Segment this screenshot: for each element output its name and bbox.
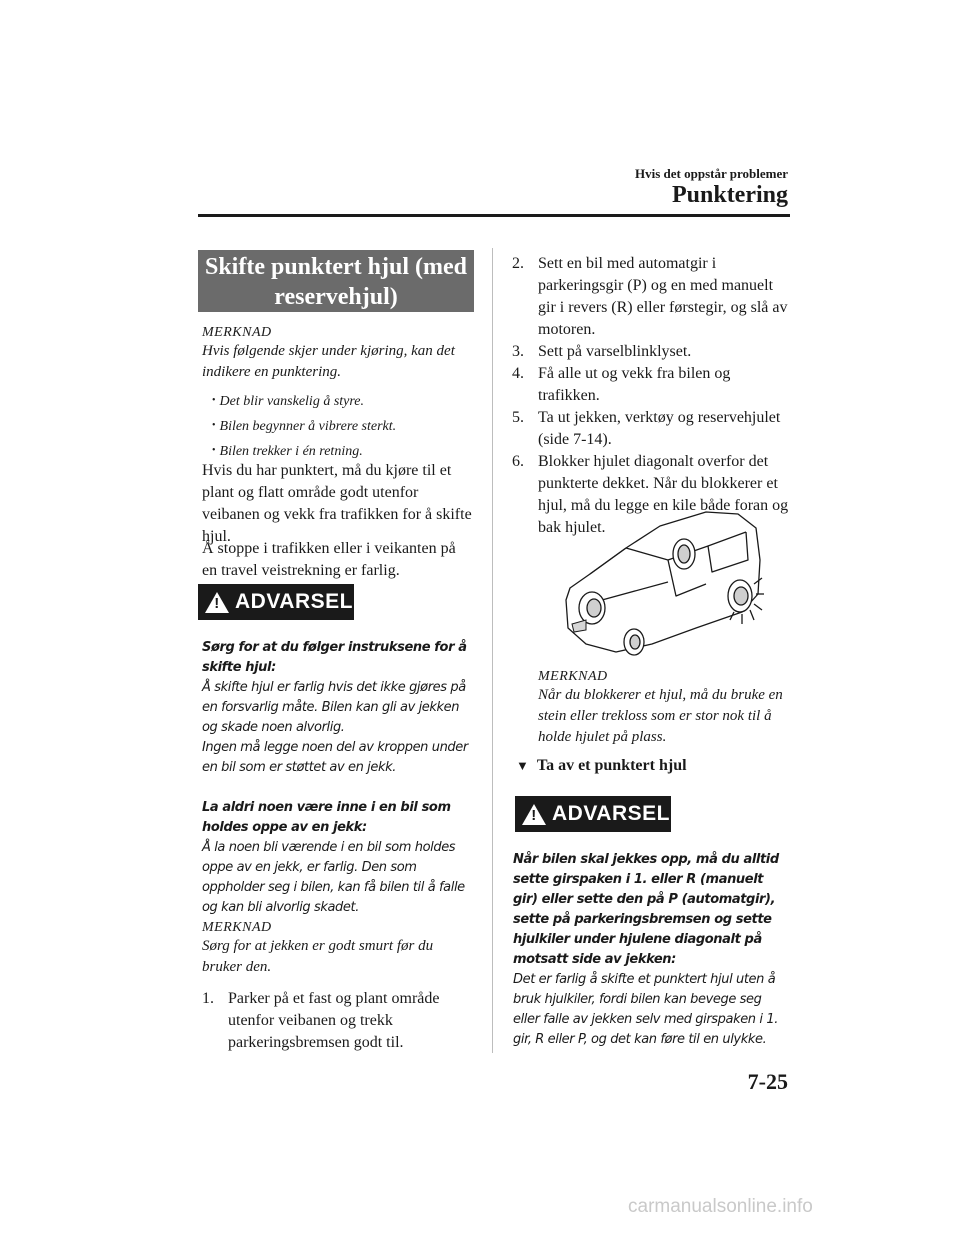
car-windshield	[590, 548, 626, 574]
note-text: Når du blokkerer et hjul, må du bruke en stein eller trekloss som er stor nok til å holde hjulet på plass.	[538, 687, 783, 745]
step-text: Få alle ut og vekk fra bilen og trafikken.	[538, 365, 731, 404]
car-body	[566, 512, 760, 652]
warning-heading: Sørg for at du følger instruksene for å skifte hjul:	[202, 640, 467, 675]
note-label: MERKNAD	[538, 669, 608, 684]
warning-text: Å la noen bli værende i en bil som holdes oppe av en jekk, er farlig. Den som oppholder seg i bilen, kan få bilen til å falle og kan bli alvorlig skadet.	[202, 840, 465, 915]
step-number: 3.	[512, 343, 524, 360]
step-1	[202, 988, 486, 1054]
section-heading	[198, 250, 474, 312]
warning-badge-label: ADVARSEL	[235, 590, 353, 613]
column-divider	[492, 248, 493, 1053]
step-text: Ta ut jekken, verktøy og reservehjulet (side 7-14).	[538, 409, 781, 448]
car-wheel-chock-illustration	[556, 502, 772, 658]
paragraph: Hvis du har punktert, må du kjøre til et plant og flatt område godt utenfor veibanen og vekk fra trafikken for å skifte hjul.	[202, 462, 472, 545]
warning-badge	[198, 584, 354, 620]
spare-wheel	[673, 539, 695, 569]
running-header-section: Hvis det oppstår problemer	[635, 166, 788, 181]
blocked-wheel	[728, 580, 752, 612]
warning-body	[513, 850, 791, 1050]
car-door-line	[602, 582, 668, 600]
wheel-chock	[572, 620, 586, 632]
note-label: MERKNAD	[202, 325, 272, 340]
warning-icon	[522, 804, 546, 825]
warning-body	[202, 638, 474, 918]
warning-text: Å skifte hjul er farlig hvis det ikke gjøres på en forsvarlig måte. Bilen kan gli av jekken og skade noen alvorlig.	[202, 680, 466, 735]
section-heading-line2: reservehjul)	[274, 284, 398, 310]
warning-text: Det er farlig å skifte et punktert hjul uten å bruk hjulkiler, fordi bilen kan bevege seg eller falle av jekken selv med girspaken i 1. gir, R eller P, og det kan føre til en ulykke.	[513, 972, 778, 1047]
step-number: 6.	[512, 453, 524, 470]
running-header-title: Punktering	[671, 182, 788, 208]
list-item: • Bilen begynner å vibrere sterkt.	[212, 414, 474, 439]
step-2	[512, 253, 790, 341]
steps-list	[512, 253, 790, 539]
note-block-1	[202, 325, 474, 464]
watermark: carmanualsonline.info	[628, 1196, 813, 1217]
step-number: 4.	[512, 365, 524, 382]
warning-badge	[515, 796, 671, 832]
step-4	[512, 363, 790, 407]
warning-icon	[205, 592, 229, 613]
paragraph: Å stoppe i trafikken eller i veikanten på en travel veistrekning er farlig.	[202, 540, 456, 579]
rear-wheel	[624, 629, 644, 655]
header-rule	[198, 214, 790, 217]
step-3	[512, 341, 790, 363]
note-text: Hvis følgende skjer under kjøring, kan det indikere en punktering.	[202, 343, 455, 380]
subsection-heading	[516, 757, 687, 775]
section-heading-line1: Skifte punktert hjul (med	[204, 254, 468, 280]
front-wheel	[579, 592, 605, 624]
warning-heading: Når bilen skal jekkes opp, må du alltid sette girspaken i 1. eller R (manuelt gir) eller sette den på P (automatgir), sette på parkeringsbremsen og sette hjulkiler under hjulene diagonalt på motsatt side av jekken:	[513, 852, 779, 967]
note-block-2	[202, 920, 474, 978]
note-bullet-list	[202, 389, 474, 464]
warning-badge-label: ADVARSEL	[552, 802, 670, 825]
warning-heading: La aldri noen være inne i en bil som holdes oppe av en jekk:	[202, 800, 451, 835]
note-text: Sørg for at jekken er godt smurt før du bruker den.	[202, 938, 434, 975]
step-number: 1.	[202, 990, 214, 1007]
list-item: • Bilen trekker i én retning.	[212, 439, 474, 464]
step-number: 5.	[512, 409, 524, 426]
step-number: 2.	[512, 255, 524, 272]
page-number: 7-25	[747, 1069, 788, 1094]
step-text: Sett en bil med automatgir i parkeringsgir (P) og en med manuelt gir i revers (R) eller førstegir, og slå av motoren.	[538, 255, 788, 338]
triangle-down-icon: ▼	[516, 758, 529, 773]
step-text: Parker på et fast og plant område utenfor veibanen og trekk parkeringsbremsen godt til.	[228, 990, 440, 1051]
note-label: MERKNAD	[202, 920, 272, 935]
step-text: Blokker hjulet diagonalt overfor det punkterte dekket. Når du blokkerer et hjul, må du legge en kile både foran og bak hjulet.	[538, 453, 789, 536]
warning-text: Ingen må legge noen del av kroppen under en bil som er støttet av en jekk.	[202, 740, 468, 775]
step-5	[512, 407, 790, 451]
list-item: • Det blir vanskelig å styre.	[212, 389, 474, 414]
note-block-3	[538, 669, 792, 748]
step-text: Sett på varselblinklyset.	[538, 343, 692, 360]
subsection-heading-text: Ta av et punktert hjul	[536, 757, 687, 774]
